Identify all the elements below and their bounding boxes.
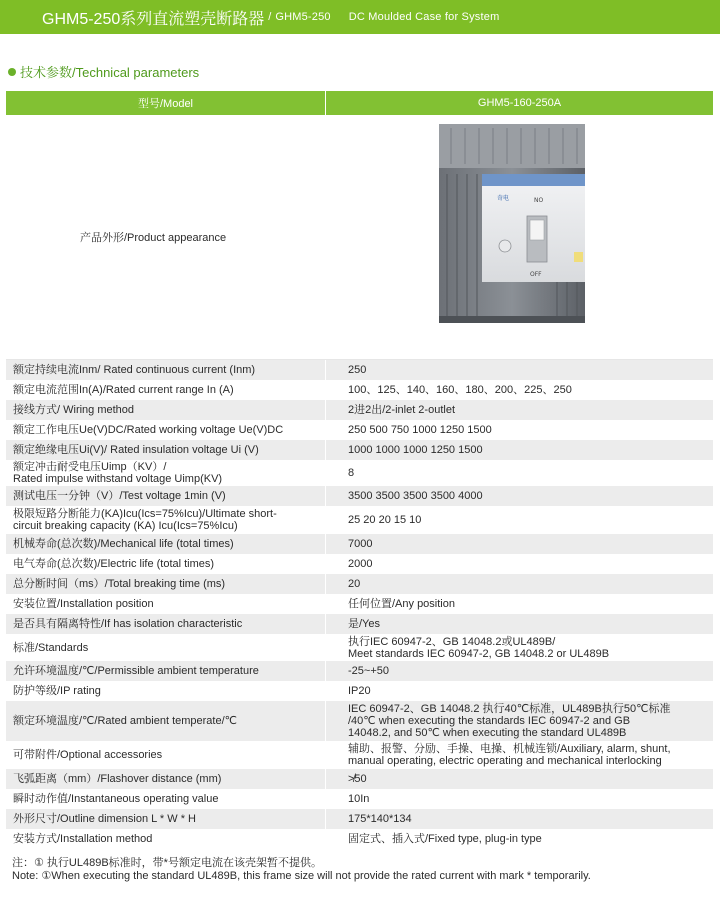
param-label: 接线方式/ Wiring method (13, 404, 135, 416)
yellow-tag (574, 252, 583, 262)
param-label: 电气寿命(总次数)/Electric life (total times) (13, 558, 215, 570)
param-label-cell (6, 769, 326, 789)
param-value: 3500 3500 3500 3500 4000 (348, 490, 483, 502)
appearance-row (6, 115, 713, 360)
param-label-cell (6, 789, 326, 809)
param-value: 8 (348, 467, 355, 479)
table-row (6, 574, 713, 594)
table-row (6, 701, 713, 741)
param-label: 标准/Standards (13, 641, 89, 654)
table-row (6, 506, 713, 534)
table-row (6, 440, 713, 460)
title-model: GHM5-250 (275, 11, 331, 23)
param-label-cell (6, 829, 326, 849)
param-value-cell (326, 400, 713, 420)
table-row (6, 614, 713, 634)
param-value: 执行IEC 60947-2、GB 14048.2或UL489B/ Meet standards IEC 60947-2, GB 14048.2 or UL489B (348, 635, 610, 660)
param-label: 额定冲击耐受电压Uimp（KV）/ Rated impulse withstand voltage Uimp(KV) (13, 461, 223, 485)
param-label-cell (6, 574, 326, 594)
page-title: GHM5-250系列直流塑壳断路器 (42, 10, 265, 28)
blue-label (482, 174, 585, 186)
param-label: 安装位置/Installation position (13, 598, 154, 610)
footnote (12, 857, 591, 883)
parameters-table (6, 91, 713, 849)
param-label: 极限短路分断能力(KA)Icu(Ics=75%Icu)/Ultimate short- circuit breaking capacity (KA) Icu(Ics=75%Icu) (13, 508, 277, 532)
appearance-label: 产品外形/Product appearance (80, 232, 227, 244)
table-row (6, 400, 713, 420)
rating-dial (499, 240, 511, 252)
param-value: 250 (348, 364, 367, 376)
param-value-cell (326, 594, 713, 614)
table-row (6, 789, 713, 809)
param-value: 任何位置/Any position (348, 598, 455, 610)
param-value-cell (326, 829, 713, 849)
param-label: 安装方式/Installation method (13, 833, 153, 845)
param-value: 175*140*134 (348, 813, 412, 825)
param-label-cell (6, 594, 326, 614)
param-label: 可带附件/Optional accessories (13, 749, 163, 761)
param-value: 100、125、140、160、180、200、225、250 (348, 384, 572, 396)
table-row (6, 661, 713, 681)
param-label-cell (6, 420, 326, 440)
table-row (6, 460, 713, 486)
param-label-cell (6, 701, 326, 741)
param-label-cell (6, 614, 326, 634)
switch-handle (530, 220, 544, 240)
param-label-cell (6, 661, 326, 681)
table-row (6, 420, 713, 440)
param-label: 外形尺寸/Outline dimension L * W * H (13, 813, 196, 825)
param-value-cell (326, 506, 713, 534)
param-label-cell (6, 506, 326, 534)
param-value-cell (326, 440, 713, 460)
param-value: 是/Yes (348, 618, 381, 630)
param-value-cell (326, 789, 713, 809)
param-value-cell (326, 769, 713, 789)
table-row (6, 769, 713, 789)
bullet-icon (8, 68, 16, 76)
param-label: 额定工作电压Ue(V)DC/Rated working voltage Ue(V)DC (13, 424, 284, 436)
param-label-cell (6, 554, 326, 574)
table-row (6, 741, 713, 769)
param-label: 额定持续电流Inm/ Rated continuous current (Inm) (13, 364, 256, 376)
param-label-cell (6, 534, 326, 554)
param-label-cell (6, 400, 326, 420)
param-value-cell (326, 681, 713, 701)
title-english: DC Moulded Case for System (348, 11, 500, 23)
parameter-rows (6, 360, 713, 849)
param-value-cell (326, 574, 713, 594)
table-row (6, 486, 713, 506)
param-label: 瞬时动作值/Instantaneous operating value (13, 793, 219, 805)
param-value: 10In (348, 793, 370, 805)
section-heading (8, 62, 199, 81)
table-row (6, 554, 713, 574)
param-value-cell (326, 741, 713, 769)
param-label: 总分断时间（ms）/Total breaking time (ms) (13, 578, 226, 590)
param-value-cell (326, 534, 713, 554)
header-model-label: 型号/Model (6, 91, 326, 115)
param-value-cell (326, 614, 713, 634)
param-label: 防护等级/IP rating (13, 685, 101, 697)
param-value: 1000 1000 1000 1250 1500 (348, 444, 483, 456)
table-row (6, 594, 713, 614)
param-label-cell (6, 486, 326, 506)
param-value: IEC 60947-2、GB 14048.2 执行40℃标准，UL489B执行50℃标准 /40℃ when executing the standards IEC 60947-2 and GB 14048.2, and 50℃ when executing the standard UL489B (348, 703, 671, 739)
param-value: 辅助、报警、分励、手操、电操、机械连锁/Auxiliary, alarm, shunt, manual operating, electric operating and mechanical interlocking (348, 743, 671, 767)
param-label-cell (6, 380, 326, 400)
param-value-cell (326, 360, 713, 380)
header-model-value: GHM5-160-250A (477, 97, 562, 109)
param-label-cell (6, 681, 326, 701)
table-row (6, 380, 713, 400)
breaker-base (439, 316, 585, 323)
param-value-cell (326, 701, 713, 741)
param-label: 机械寿命(总次数)/Mechanical life (total times) (13, 538, 234, 550)
param-value-cell (326, 809, 713, 829)
footnote-cn: 注：① 执行UL489B标准时，带*号额定电流在该壳架暂不提供。 (12, 857, 322, 869)
param-value: IP20 (348, 685, 371, 697)
table-row (6, 681, 713, 701)
title-separator: / (268, 11, 272, 23)
param-value: 7000 (348, 538, 373, 550)
appearance-cell (326, 115, 713, 359)
param-value-cell (326, 486, 713, 506)
table-row (6, 534, 713, 554)
param-label: 额定电流范围In(A)/Rated current range In (A) (13, 384, 234, 396)
param-label-cell (6, 634, 326, 661)
product-image (439, 124, 585, 323)
param-value: ≯50 (348, 773, 367, 785)
switch-state-on: NO (534, 197, 544, 204)
param-value-cell (326, 380, 713, 400)
param-label-cell (6, 741, 326, 769)
param-label-cell (6, 360, 326, 380)
table-row (6, 829, 713, 849)
param-label-cell (6, 440, 326, 460)
param-label: 飞弧距离（mm）/Flashover distance (mm) (13, 773, 222, 785)
param-value-cell (326, 661, 713, 681)
section-title: 技术参数/Technical parameters (20, 65, 200, 80)
param-label: 测试电压一分钟（V）/Test voltage 1min (V) (13, 490, 226, 502)
table-row (6, 809, 713, 829)
param-label: 额定绝缘电压Ui(V)/ Rated insulation voltage Ui (V) (13, 444, 259, 456)
param-value-cell (326, 554, 713, 574)
param-value-cell (326, 420, 713, 440)
param-value: 固定式、插入式/Fixed type, plug-in type (348, 833, 542, 845)
param-value-cell (326, 460, 713, 486)
param-value: -25~+50 (348, 665, 389, 677)
param-label-cell (6, 809, 326, 829)
param-value: 2000 (348, 558, 373, 570)
param-value: 2进2出/2-inlet 2-outlet (348, 404, 455, 416)
footnote-en: Note: ①When executing the standard UL489B, this frame size will not provide the rated current with mark * temporarily. (12, 870, 591, 882)
param-label: 允许环境温度/℃/Permissible ambient temperature (13, 665, 259, 677)
table-header (6, 91, 713, 115)
table-row (6, 360, 713, 380)
param-value-cell (326, 634, 713, 661)
param-label: 是否具有隔离特性/If has isolation characteristic (13, 618, 243, 630)
switch-state-off: OFF (530, 271, 542, 278)
param-value: 25 20 20 15 10 (348, 514, 422, 526)
param-label: 额定环境温度/℃/Rated ambient temperate/℃ (13, 715, 238, 727)
param-value: 250 500 750 1000 1250 1500 (348, 424, 492, 436)
param-label-cell (6, 460, 326, 486)
title-bar (0, 0, 720, 34)
brand-label: 奇电 (497, 195, 510, 202)
param-value: 20 (348, 578, 361, 590)
table-row (6, 634, 713, 661)
